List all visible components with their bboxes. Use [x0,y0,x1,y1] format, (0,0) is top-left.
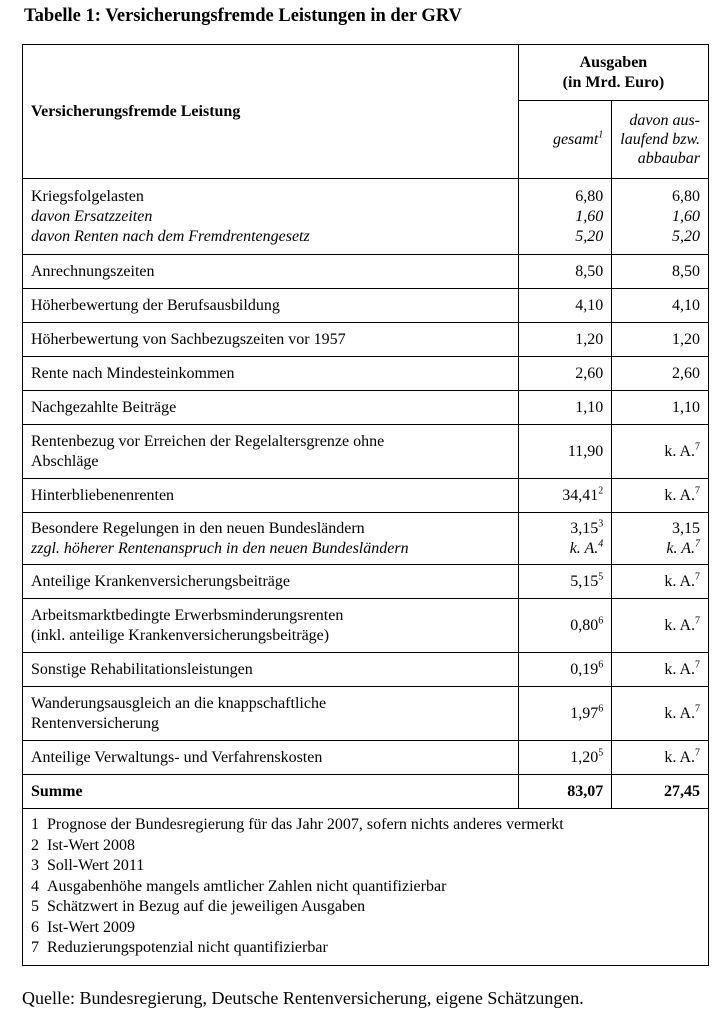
header-davon-line1: davon aus- [629,112,700,129]
footnote-number: 2 [31,836,39,854]
summe-row [23,775,709,809]
row-davon-cell [612,425,709,479]
table-row [23,565,709,599]
row-gesamt-cell [518,687,611,741]
table-row [23,599,709,653]
row-label: Abschläge [31,452,99,470]
footnote [31,836,700,857]
row-label-cell [23,513,519,565]
row-davon: k. A. [664,704,695,722]
row-gesamt: 1,60 [575,207,604,225]
row-label: Rentenbezug vor Erreichen der Regelaltersgrenze ohne [31,432,385,450]
table-row [23,653,709,687]
footnote-number: 5 [31,898,39,915]
footnote-number: 3 [31,857,39,874]
row-davon: k. A. [664,486,695,504]
row-label: Besondere Regelungen in den neuen Bundesländern [31,519,365,537]
row-davon: 4,10 [612,289,709,323]
footnote-ref: 7 [695,703,700,715]
row-label-cell [23,179,519,255]
row-label: Arbeitsmarktbedingte Erwerbsminderungsrenten [31,606,344,624]
row-label: Sonstige Rehabilitationsleistungen [23,653,519,687]
row-label-sub: davon Renten nach dem Fremdrentengesetz [31,227,310,245]
row-davon: 1,20 [612,323,709,357]
header-ausgaben-cell [518,45,708,101]
row-davon-cell [612,513,709,565]
data-table [22,44,709,966]
footnotes [23,809,709,966]
row-gesamt: 1,20 [570,748,599,766]
row-davon: 6,80 [672,187,700,205]
row-gesamt: 2,60 [518,357,611,391]
source-note: Quelle: Bundesregierung, Deutsche Rentenversicherung, eigene Schätzungen. [22,988,584,1008]
row-label: Anteilige Verwaltungs- und Verfahrenskosten [23,741,519,775]
footnote-number: 7 [31,939,39,956]
row-gesamt-cell [518,599,611,653]
row-davon: k. A. [664,572,695,590]
footnote-ref: 3 [598,518,604,530]
row-gesamt-cell [518,479,611,513]
header-davon-line2: laufend bzw. [620,131,700,148]
table-row [23,479,709,513]
footnote [31,918,700,939]
table-row [23,179,709,255]
footnote-ref: 6 [598,615,604,627]
summe-davon: 27,45 [612,775,709,809]
row-gesamt: 6,80 [575,187,604,205]
row-davon-cell [612,565,709,599]
row-label: Anteilige Krankenversicherungsbeiträge [23,565,519,599]
table-row [23,391,709,425]
footnote-text: Reduzierungspotenzial nicht quantifizierbar [47,939,328,956]
row-davon: 2,60 [612,357,709,391]
row-label-sub: davon Ersatzzeiten [31,207,153,225]
footnote-text: Schätzwert in Bezug auf die jeweiligen Ausgaben [47,898,366,915]
header-row-top [23,45,709,101]
footnote-ref: 7 [695,485,700,497]
summe-gesamt: 83,07 [518,775,611,809]
footnote-ref: 7 [695,571,700,583]
row-label-cell [23,425,519,479]
footnote-ref: 6 [598,703,604,715]
footnote-ref: 7 [695,538,700,550]
row-davon-cell [612,741,709,775]
table-row [23,255,709,289]
header-ausgaben-line2: (in Mrd. Euro) [562,73,665,91]
row-davon-cell [612,479,709,513]
table-row [23,425,709,479]
footnote-number: 4 [31,877,39,895]
row-gesamt: 5,20 [575,227,604,245]
row-label: Nachgezahlte Beiträge [23,391,519,425]
row-label: Höherbewertung von Sachbezugszeiten vor 1957 [23,323,519,357]
row-davon: k. A. [664,748,695,766]
row-gesamt: 34,41 [562,486,599,504]
footnote-ref: 2 [598,485,604,497]
row-gesamt: 5,15 [570,572,599,590]
row-gesamt: 0,80 [570,616,599,634]
row-davon: 1,60 [672,207,700,225]
row-gesamt: 8,50 [518,255,611,289]
row-davon: 5,20 [672,227,700,245]
header-label: Versicherungsfremde Leistung [31,102,241,120]
row-gesamt: 3,15 [570,519,599,537]
table-row [23,289,709,323]
row-davon: 3,15 [672,519,700,537]
row-davon: k. A. [666,539,695,557]
footnote-text: Ist-Wert 2008 [47,836,136,854]
footnote-ref: 7 [695,747,700,759]
row-label: Hinterbliebenenrenten [23,479,519,513]
row-label: Höherbewertung der Berufsausbildung [23,289,519,323]
footnote [31,856,700,877]
table-row [23,687,709,741]
header-gesamt: gesamt [552,131,599,148]
table-row [23,357,709,391]
header-gesamt-cell [518,101,611,179]
footnote [31,877,700,898]
summe-label: Summe [23,775,519,809]
row-label: Rentenversicherung [31,714,159,732]
header-davon-cell [612,101,709,179]
row-label: (inkl. anteilige Krankenversicherungsbeiträge) [31,626,330,644]
footnote-ref: 7 [695,615,700,627]
table-row [23,741,709,775]
table-row [23,513,709,565]
footnote-text: Ist-Wert 2009 [47,918,136,936]
row-davon: k. A. [664,660,695,678]
row-gesamt: 1,10 [518,391,611,425]
footnote-text: Prognose der Bundesregierung für das Jahr 2007, sofern nichts anderes vermerkt [47,816,564,833]
row-gesamt: 1,97 [570,704,599,722]
footnote-ref: 7 [695,441,700,453]
row-gesamt: 4,10 [518,289,611,323]
row-davon: 1,10 [612,391,709,425]
table-row [23,323,709,357]
header-davon-line3: abbaubar [637,150,700,167]
footnote-ref: 5 [598,747,604,759]
row-label-cell [23,687,519,741]
footnote-ref: 6 [598,659,604,671]
footnote [31,938,700,959]
footnote-ref: 4 [598,538,604,550]
footnote-number: 1 [31,816,39,833]
footnote-text: Ausgabenhöhe mangels amtlicher Zahlen nicht quantifizierbar [47,877,447,895]
row-davon: k. A. [664,616,695,634]
row-davon-cell [612,687,709,741]
row-davon-cell [612,653,709,687]
row-label-sub: zzgl. höherer Rentenanspruch in den neuen Bundesländern [31,539,409,557]
footnote [31,815,700,836]
row-gesamt: 0,19 [570,660,599,678]
row-gesamt: k. A. [569,539,599,557]
row-gesamt: 11,90 [518,425,611,479]
footnote [31,897,700,918]
row-label: Wanderungsausgleich an die knappschaftliche [31,694,327,712]
row-davon-cell [612,179,709,255]
row-gesamt: 1,20 [518,323,611,357]
footnotes-row [23,809,709,966]
row-gesamt-cell [518,653,611,687]
header-gesamt-sup: 1 [598,129,604,141]
footnote-text: Soll-Wert 2011 [47,857,145,874]
row-gesamt-cell [518,513,611,565]
row-davon-cell [612,599,709,653]
header-ausgaben-line1: Ausgaben [579,53,648,71]
footnote-ref: 5 [598,571,604,583]
row-gesamt-cell [518,179,611,255]
footnote-ref: 7 [695,659,700,671]
row-davon: k. A. [664,442,695,460]
header-label-cell [23,45,519,179]
row-label-cell [23,599,519,653]
row-label: Rente nach Mindesteinkommen [23,357,519,391]
footnote-number: 6 [31,918,39,936]
row-gesamt-cell [518,741,611,775]
row-davon: 8,50 [612,255,709,289]
row-gesamt-cell [518,565,611,599]
row-label: Kriegsfolgelasten [31,187,144,205]
row-label: Anrechnungszeiten [23,255,519,289]
table-title: Tabelle 1: Versicherungsfremde Leistungen in der GRV [24,6,462,26]
